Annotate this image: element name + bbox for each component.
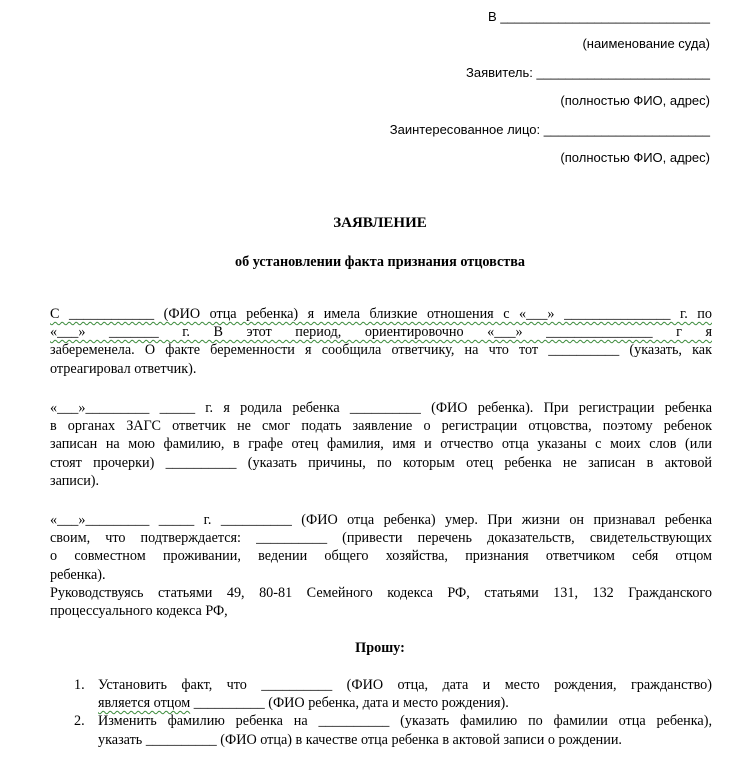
text-line: своим, что подтверждается: __________ (привести перечень доказательств, свидетельствующих: [50, 530, 712, 547]
text-line: о совместном проживании, ведении общего хозяйства, признания ответчиком себя отцом: [50, 548, 712, 565]
text-line: Установить факт, что __________ (ФИО отца, дата и место рождения, гражданство): [98, 677, 712, 693]
text-line: является отцом __________ (ФИО ребенка, дата и место рождения).: [98, 695, 509, 712]
interested-note: (полностью ФИО, адрес): [560, 150, 710, 165]
text-line: отреагировал ответчик).: [50, 360, 197, 377]
text-line: записи).: [50, 472, 100, 489]
applicant-note: (полностью ФИО, адрес): [560, 93, 710, 108]
court-note: (наименование суда): [582, 36, 710, 51]
text-line: «___»_________ _____ г. __________ (ФИО отца ребенка) умер. При жизни он признавал ребенка: [50, 512, 712, 528]
list-item: [74, 676, 712, 712]
text-line: стоят прочерки) __________ (указать причины, по которым отец ребенка не записан в актовой: [50, 454, 712, 471]
text-fragment: является отцом: [98, 695, 191, 712]
list-number: 1.: [74, 677, 85, 693]
text-line: записан на мою фамилию, в графе отец фамилия, имя и отчество отца указаны с моих слов (или: [50, 436, 712, 453]
text-line: Руководствуясь статьями 49, 80-81 Семейного кодекса РФ, статьями 131, 132 Гражданского: [50, 584, 712, 601]
applicant-line: Заявитель: ________________________: [466, 65, 710, 80]
text-line: Изменить фамилию ребенка на __________ (указать фамилию по фамилии отца ребенка),: [98, 713, 712, 730]
interested-line: Заинтересованное лицо: _______________________: [389, 122, 710, 137]
list-item: [74, 712, 712, 748]
text-line: С ____________ (ФИО отца ребенка) я имела близкие отношения с «___» _______________ г. по: [50, 306, 712, 322]
court-line: В _____________________________: [488, 9, 710, 24]
document-title: ЗАЯВЛЕНИЕ: [333, 215, 427, 231]
text-line: указать __________ (ФИО отца) в качестве отца ребенка в актовой записи о рождении.: [98, 731, 622, 748]
paragraph-death: [50, 511, 712, 620]
text-line: процессуального кодекса РФ,: [50, 603, 228, 620]
request-heading: Прошу:: [355, 640, 405, 656]
text-line: «___» _______ г. В этот период, ориентировочно «___» _______________ г я: [50, 324, 712, 341]
text-line: в органах ЗАГС ответчик не смог подать заявление о регистрации отцовства, поэтому ребенок: [50, 418, 712, 435]
list-number: 2.: [74, 713, 85, 730]
text-line: «___»_________ _____ г. я родила ребенка __________ (ФИО ребенка). При регистрации ребенка: [50, 400, 712, 416]
paragraph-relationship: [50, 305, 712, 378]
request-list: [74, 676, 712, 749]
paragraph-birth: [50, 399, 712, 490]
text-line: ребенка).: [50, 566, 106, 583]
text-line: забеременела. О факте беременности я сообщила ответчику, на что тот __________ (указать, как: [50, 342, 712, 359]
document-subtitle: об установлении факта признания отцовства: [235, 254, 525, 270]
